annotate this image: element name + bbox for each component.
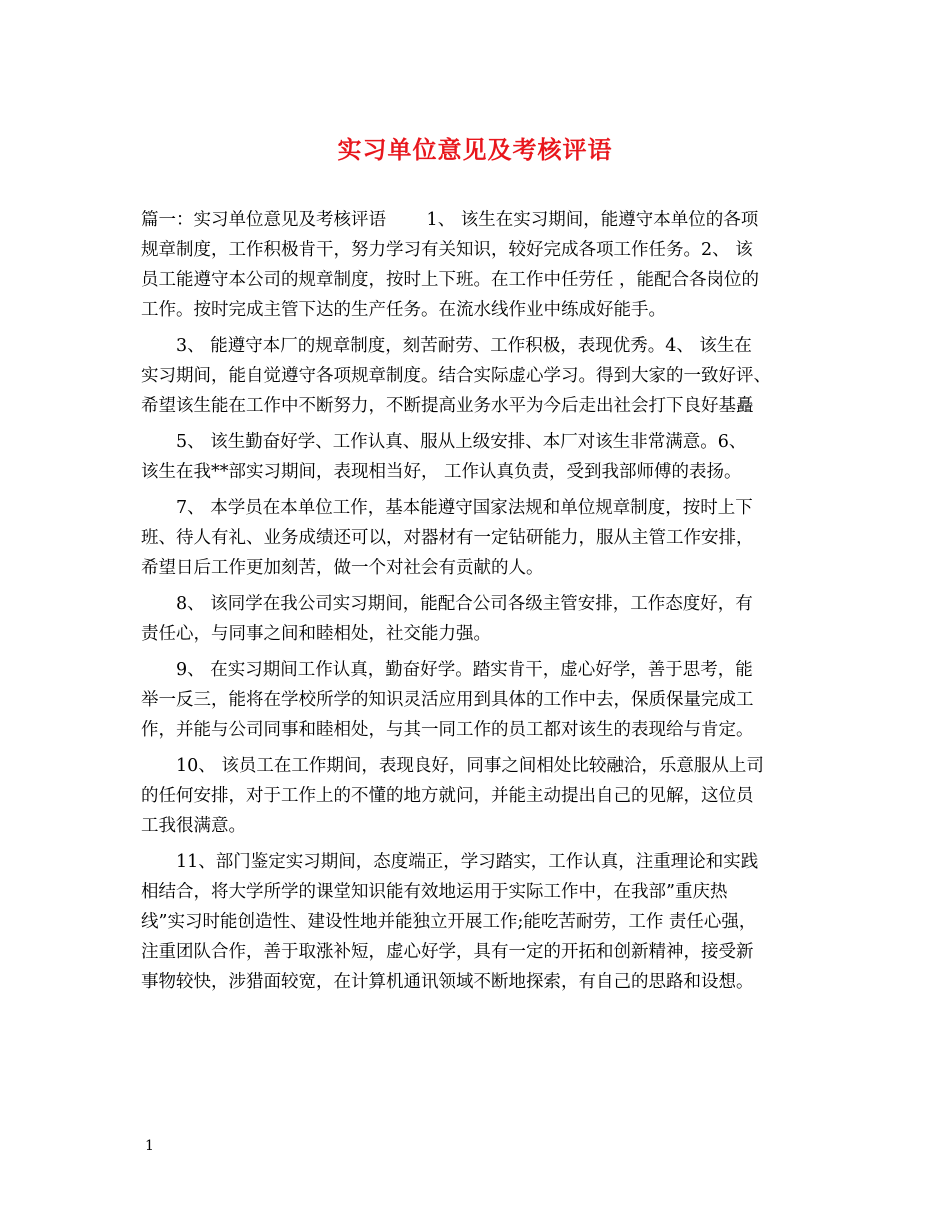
text-line: 作，并能与公司同事和睦相处，与其一同工作的员工都对该生的表现给与肯定。	[141, 720, 754, 740]
text-line: 实习期间，能自觉遵守各项规章制度。结合实际虚心学习。得到大家的一致好评、	[141, 366, 771, 386]
text-line: 事物较快，涉猎面较宽，在计算机通讯领域不断地探索，有自己的思路和设想。	[141, 972, 754, 992]
text-line: 11、部门鉴定实习期间，态度端正，学习踏实，工作认真，注重理论和实践	[141, 852, 759, 872]
paragraph-5	[141, 589, 813, 649]
text-line: 的任何安排，对于工作上的不懂的地方就问，并能主动提出自己的见解，这位员	[141, 786, 754, 806]
document-title: 实习单位意见及考核评语	[337, 135, 613, 164]
text-line: 责任心，与同事之间和睦相处，社交能力强。	[141, 624, 491, 644]
document-body	[141, 205, 813, 1003]
text-line: 员工能遵守本公司的规章制度，按时上下班。在工作中任劳任 ，能配合各岗位的	[141, 270, 760, 290]
paragraph-7	[141, 751, 813, 841]
paragraph-2	[141, 331, 813, 421]
text-line: 7、 本学员在本单位工作，基本能遵守国家法规和单位规章制度，按时上下	[141, 498, 753, 518]
text-line: 9、 在实习期间工作认真，勤奋好学。踏实肯干，虚心好学，善于思考，能	[141, 660, 753, 680]
text-line: 相结合，将大学所学的课堂知识能有效地运用于实际工作中，在我部”重庆热	[141, 882, 728, 902]
text-line: 规章制度，工作积极肯干，努力学习有关知识，较好完成各项工作任务。2、 该	[141, 240, 753, 260]
page-number: 1	[145, 1138, 154, 1154]
text-line: 10、 该员工在工作期间，表现良好，同事之间相处比较融洽，乐意服从上司	[141, 756, 764, 776]
text-line: 3、 能遵守本厂的规章制度，刻苦耐劳、工作积极，表现优秀。4、 该生在	[141, 336, 752, 356]
text-line: 班、待人有礼、业务成绩还可以，对器材有一定钻研能力，服从主管工作安排，	[141, 528, 754, 548]
text-line: 该生在我**部实习期间，表现相当好， 工作认真负责，受到我部师傅的表扬。	[141, 462, 742, 482]
text-line: 5、 该生勤奋好学、工作认真、服从上级安排、本厂对该生非常满意。6、	[141, 432, 747, 452]
paragraph-8	[141, 847, 813, 997]
text-line: 篇一：实习单位意见及考核评语 1、 该生在实习期间，能遵守本单位的各项	[141, 210, 759, 230]
paragraph-6	[141, 655, 813, 745]
text-line: 举一反三，能将在学校所学的知识灵活应用到具体的工作中去，保质保量完成工	[141, 690, 754, 710]
paragraph-3	[141, 427, 813, 487]
text-line: 线”实习时能创造性、建设性地并能独立开展工作;能吃苦耐劳，工作 责任心强，	[141, 912, 757, 932]
text-line: 8、 该同学在我公司实习期间，能配合公司各级主管安排，工作态度好，有	[141, 594, 753, 614]
text-line: 希望日后工作更加刻苦，做一个对社会有贡献的人。	[141, 558, 544, 578]
text-line: 希望该生能在工作中不断努力，不断提高业务水平为今后走出社会打下良好基矗	[141, 396, 754, 416]
text-line: 工作。按时完成主管下达的生产任务。在流水线作业中练成好能手。	[141, 300, 666, 320]
paragraph-1	[141, 205, 813, 325]
paragraph-4	[141, 493, 813, 583]
text-line: 注重团队合作，善于取涨补短，虚心好学，具有一定的开拓和创新精神，接受新	[141, 942, 754, 962]
text-line: 工我很满意。	[141, 816, 246, 836]
